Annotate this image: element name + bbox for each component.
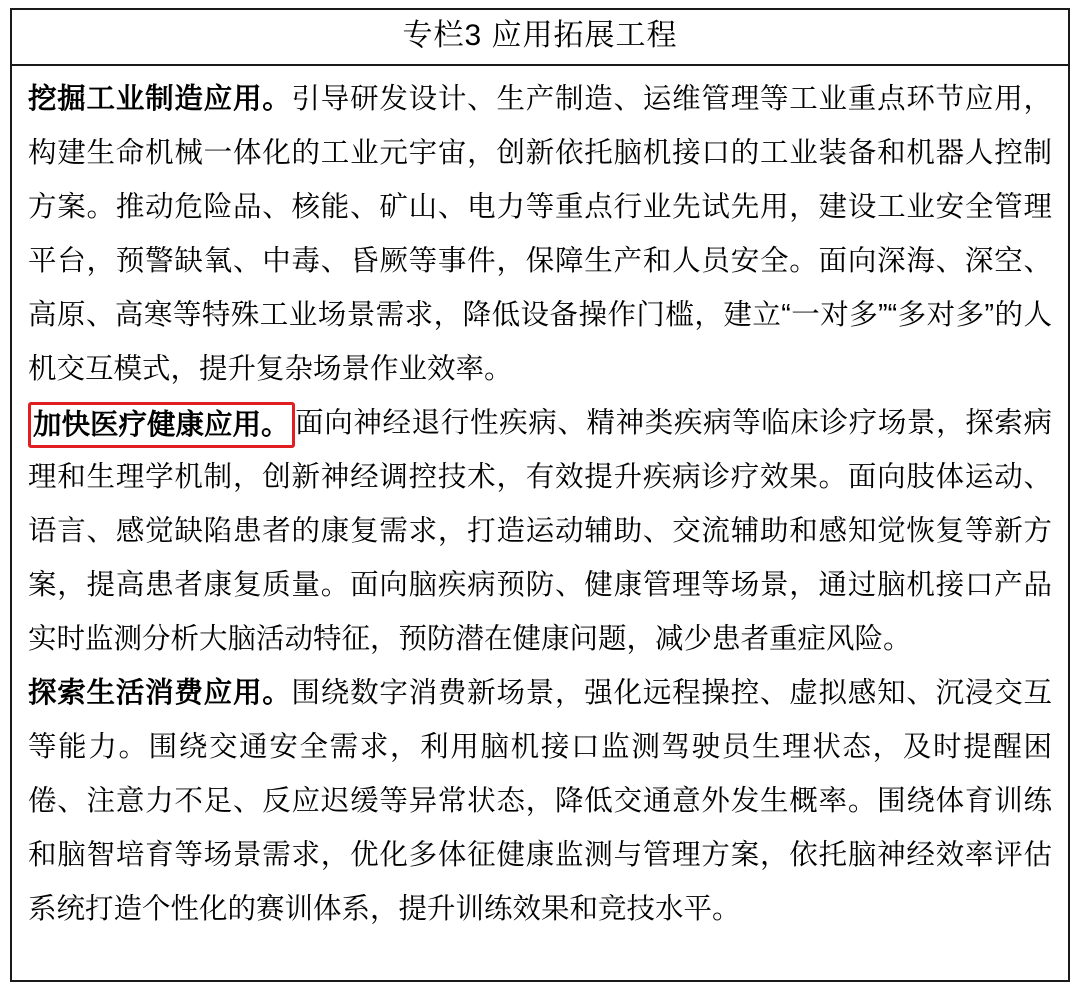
box-title: 专栏3 应用拓展工程 — [12, 10, 1068, 66]
feature-box — [10, 8, 1070, 982]
paragraph-text-medical: 面向神经退行性疾病、精神类疾病等临床诊疗场景，探索病理和生理学机制，创新神经调控技术，有效提升疾病诊疗效果。面向肢体运动、语言、感觉缺陷患者的康复需求，打造运动辅助、交流辅助和感知觉恢复等新方案，提高患者康复质量。面向脑疾病预防、健康管理等场景，通过脑机接口产品实时监测分析大脑活动特征，预防潜在健康问题，减少患者重症风险。 — [28, 407, 1052, 655]
box-body — [12, 66, 1068, 936]
paragraph-life-consumption — [28, 666, 1052, 936]
paragraph-text-industrial: 引导研发设计、生产制造、运维管理等工业重点环节应用，构建生命机械一体化的工业元宇宙，创新依托脑机接口的工业装备和机器人控制方案。推动危险品、核能、矿山、电力等重点行业先试先用，建设工业安全管理平台，预警缺氧、中毒、昏厥等事件，保障生产和人员安全。面向深海、深空、高原、高寒等特殊工业场景需求，降低设备操作门槛，建立“一对多”“多对多”的人机交互模式，提升复杂场景作业效率。 — [28, 83, 1052, 385]
paragraph-lead-medical-highlighted: 加快医疗健康应用。 — [28, 402, 295, 448]
paragraph-text-life: 围绕数字消费新场景，强化远程操控、虚拟感知、沉浸交互等能力。围绕交通安全需求，利用脑机接口监测驾驶员生理状态，及时提醒困倦、注意力不足、反应迟缓等异常状态，降低交通意外发生概率。围绕体育训练和脑智培育等场景需求，优化多体征健康监测与管理方案，依托脑神经效率评估系统打造个性化的赛训体系，提升训练效果和竞技水平。 — [28, 677, 1052, 925]
paragraph-industrial-manufacturing — [28, 72, 1052, 396]
paragraph-medical-health — [28, 396, 1052, 666]
paragraph-lead-life: 探索生活消费应用。 — [28, 677, 292, 709]
paragraph-lead-industrial: 挖掘工业制造应用。 — [28, 83, 292, 115]
